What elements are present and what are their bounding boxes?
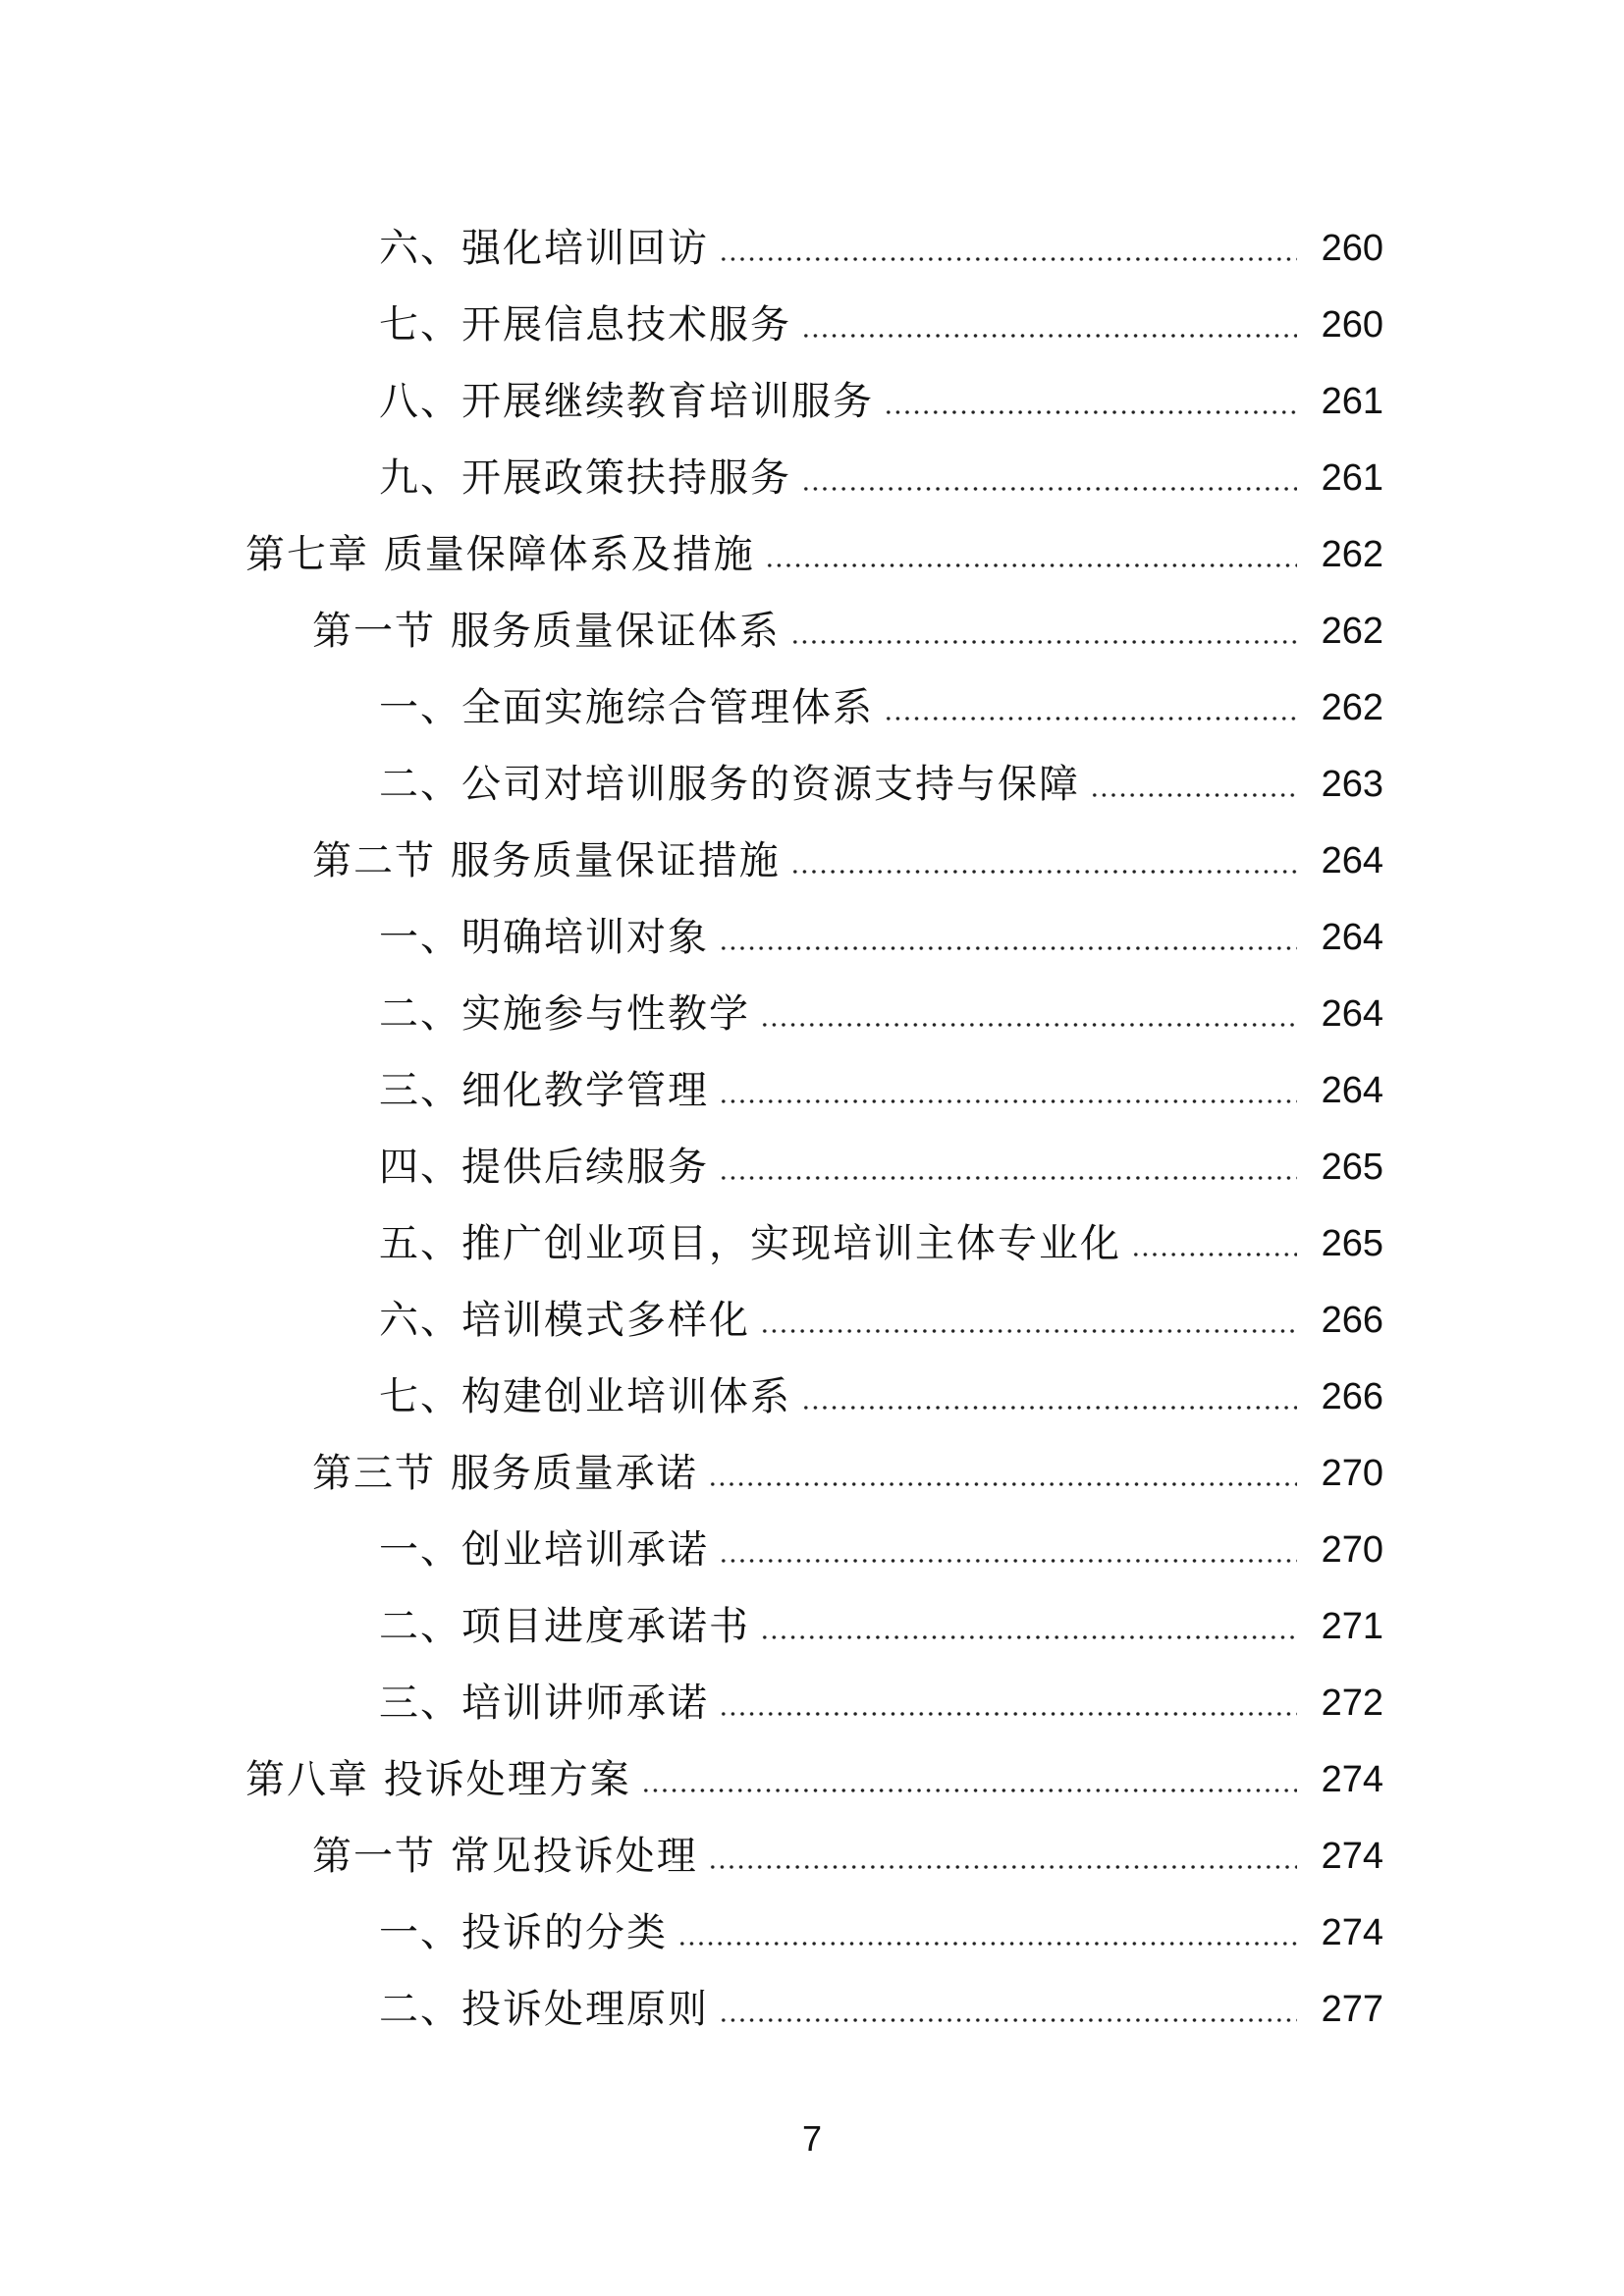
toc-entry-page: 265: [1321, 1223, 1383, 1264]
toc-entry-page: 261: [1321, 457, 1383, 499]
toc-entry-title: 六、强化培训回访: [379, 226, 709, 271]
toc-entry-page: 274: [1321, 1759, 1383, 1800]
toc-entry-title: 二、实施参与性教学: [379, 991, 750, 1037]
toc-dot-leader: [719, 1176, 1297, 1180]
toc-entry[interactable]: [0, 976, 1624, 1052]
toc-entry-page: 265: [1321, 1147, 1383, 1188]
toc-dot-leader: [790, 870, 1297, 874]
page-number: 7: [801, 2118, 823, 2159]
toc-dot-leader: [1090, 793, 1297, 797]
toc-entry-page: 272: [1321, 1682, 1383, 1724]
toc-entry-title: 一、全面实施综合管理体系: [379, 685, 874, 730]
toc-entry-title: 第一节 常见投诉处理: [312, 1834, 698, 1879]
toc-dot-leader: [1131, 1253, 1297, 1256]
toc-dot-leader: [801, 334, 1297, 338]
toc-entry[interactable]: [0, 669, 1624, 746]
toc-dot-leader: [760, 1329, 1297, 1333]
toc-entry-title: 二、项目进度承诺书: [379, 1604, 750, 1649]
toc-dot-leader: [801, 1406, 1297, 1410]
toc-entry-title: 三、培训讲师承诺: [379, 1681, 709, 1726]
toc-entry-page: 263: [1321, 764, 1383, 805]
toc-dot-leader: [719, 1712, 1297, 1716]
toc-entry[interactable]: [0, 1282, 1624, 1359]
toc-entry-page: 262: [1321, 611, 1383, 652]
toc-entry-title: 七、开展信息技术服务: [379, 302, 791, 347]
toc-entry-title: 四、提供后续服务: [379, 1145, 709, 1190]
toc-entry-page: 274: [1321, 1912, 1383, 1953]
toc-dot-leader: [719, 257, 1297, 261]
toc-entry-section[interactable]: [0, 1435, 1624, 1512]
toc-entry-page: 274: [1321, 1836, 1383, 1877]
toc-dot-leader: [760, 1635, 1297, 1639]
toc-entry[interactable]: [0, 1971, 1624, 2048]
toc-entry-page: 262: [1321, 687, 1383, 728]
toc-entry-title: 六、培训模式多样化: [379, 1298, 750, 1343]
toc-dot-leader: [719, 1559, 1297, 1563]
toc-entry-title: 二、投诉处理原则: [379, 1987, 709, 2032]
toc-entry-page: 271: [1321, 1606, 1383, 1647]
toc-entry-page: 260: [1321, 228, 1383, 269]
toc-entry-section[interactable]: [0, 593, 1624, 669]
toc-dot-leader: [801, 487, 1297, 491]
toc-dot-leader: [884, 410, 1297, 414]
toc-dot-leader: [719, 946, 1297, 950]
toc-entry-title: 九、开展政策扶持服务: [379, 455, 791, 501]
toc-entry-chapter[interactable]: [0, 1741, 1624, 1818]
toc-entry-title: 第二节 服务质量保证措施: [312, 838, 781, 883]
toc-entry[interactable]: [0, 1665, 1624, 1741]
toc-entry-section[interactable]: [0, 823, 1624, 899]
toc-entry-title: 一、明确培训对象: [379, 915, 709, 960]
toc-entry-title: 一、创业培训承诺: [379, 1527, 709, 1573]
toc-entry-page: 264: [1321, 1070, 1383, 1111]
toc-entry-title: 二、公司对培训服务的资源支持与保障: [379, 762, 1080, 807]
toc-entry[interactable]: [0, 1205, 1624, 1282]
toc-entry[interactable]: [0, 363, 1624, 440]
toc-entry-title: 五、推广创业项目，实现培训主体专业化: [379, 1221, 1121, 1266]
toc-entry[interactable]: [0, 440, 1624, 516]
toc-entry-page: 266: [1321, 1300, 1383, 1341]
toc-entry[interactable]: [0, 1129, 1624, 1205]
toc-dot-leader: [884, 717, 1297, 721]
toc-entry[interactable]: [0, 746, 1624, 823]
toc-entry-title: 第一节 服务质量保证体系: [312, 609, 781, 654]
toc-dot-leader: [719, 1099, 1297, 1103]
toc-entry-title: 第七章 质量保障体系及措施: [245, 532, 755, 577]
toc-entry[interactable]: [0, 899, 1624, 976]
toc-dot-leader: [790, 640, 1297, 644]
toc-dot-leader: [760, 1023, 1297, 1027]
toc-entry[interactable]: [0, 1512, 1624, 1588]
toc-dot-leader: [708, 1865, 1297, 1869]
toc-entry-title: 第八章 投诉处理方案: [245, 1757, 631, 1802]
toc-dot-leader: [677, 1942, 1297, 1946]
toc-dot-leader: [708, 1482, 1297, 1486]
toc-entry-page: 264: [1321, 917, 1383, 958]
toc-entry[interactable]: [0, 1895, 1624, 1971]
toc-entry[interactable]: [0, 210, 1624, 287]
toc-entry-page: 264: [1321, 993, 1383, 1035]
toc-entry-page: 277: [1321, 1989, 1383, 2030]
toc-entry-title: 八、开展继续教育培训服务: [379, 379, 874, 424]
toc-entry-page: 261: [1321, 381, 1383, 422]
toc-entry[interactable]: [0, 287, 1624, 363]
toc-entry-section[interactable]: [0, 1818, 1624, 1895]
toc-entry-page: 264: [1321, 840, 1383, 881]
toc-entry-page: 262: [1321, 534, 1383, 575]
table-of-contents: [0, 210, 1624, 2048]
toc-dot-leader: [765, 563, 1297, 567]
toc-entry-title: 三、细化教学管理: [379, 1068, 709, 1113]
toc-entry-page: 270: [1321, 1529, 1383, 1571]
toc-entry-title: 第三节 服务质量承诺: [312, 1451, 698, 1496]
toc-entry-title: 一、投诉的分类: [379, 1910, 668, 1955]
toc-entry[interactable]: [0, 1588, 1624, 1665]
toc-entry[interactable]: [0, 1359, 1624, 1435]
toc-dot-leader: [641, 1789, 1297, 1792]
toc-dot-leader: [719, 2018, 1297, 2022]
toc-entry-chapter[interactable]: [0, 516, 1624, 593]
toc-entry-page: 260: [1321, 304, 1383, 346]
toc-entry-page: 266: [1321, 1376, 1383, 1417]
toc-entry-title: 七、构建创业培训体系: [379, 1374, 791, 1419]
toc-entry-page: 270: [1321, 1453, 1383, 1494]
toc-entry[interactable]: [0, 1052, 1624, 1129]
